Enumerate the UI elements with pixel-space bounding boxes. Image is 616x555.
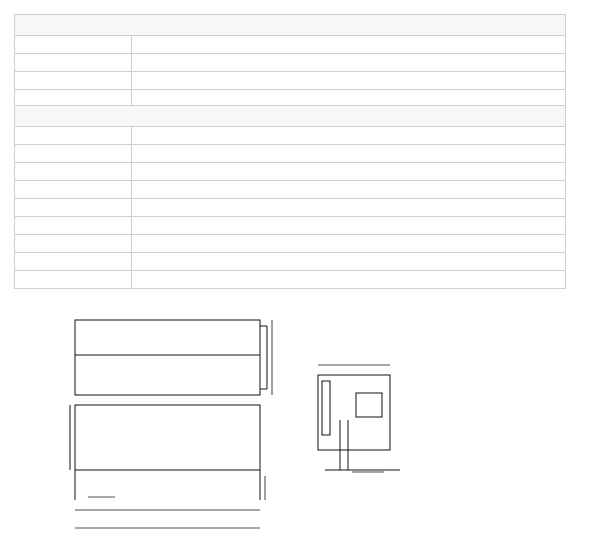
spec-value (132, 90, 566, 106)
spec-key (15, 145, 132, 163)
spec-key (15, 181, 132, 199)
spec-key (15, 54, 132, 72)
spec-row (15, 181, 566, 199)
spec-value (132, 199, 566, 217)
spec-value (132, 72, 566, 90)
spec-row (15, 163, 566, 181)
spec-key (15, 199, 132, 217)
spec-key (15, 217, 132, 235)
spec-row (15, 127, 566, 145)
spec-value (132, 253, 566, 271)
top-view-body (75, 320, 260, 395)
spec-row (15, 235, 566, 253)
side-view-body (318, 375, 390, 450)
section-header-material (15, 15, 566, 36)
spec-row (15, 145, 566, 163)
spec-row (15, 271, 566, 289)
spec-value (132, 271, 566, 289)
spec-value (132, 36, 566, 54)
spec-key (15, 90, 132, 106)
spec-row (15, 199, 566, 217)
spec-value (132, 181, 566, 199)
spec-row-empty (15, 90, 566, 106)
spec-row (15, 54, 566, 72)
spec-value (132, 163, 566, 181)
spec-value (132, 127, 566, 145)
spec-row (15, 36, 566, 54)
spec-key (15, 253, 132, 271)
spec-key (15, 163, 132, 181)
spec-key (15, 235, 132, 253)
spec-value (132, 54, 566, 72)
spec-key (15, 271, 132, 289)
technical-drawing (0, 300, 616, 555)
spec-value (132, 217, 566, 235)
spec-row (15, 72, 566, 90)
spec-key (15, 127, 132, 145)
spec-value (132, 145, 566, 163)
section-title-params (15, 106, 566, 127)
spec-row (15, 217, 566, 235)
spec-value (132, 235, 566, 253)
section-header-params (15, 106, 566, 127)
front-view-body (75, 405, 260, 470)
spec-table (14, 14, 566, 289)
spec-key (15, 36, 132, 54)
section-title-material (15, 15, 566, 36)
spec-row (15, 253, 566, 271)
spec-key (15, 72, 132, 90)
